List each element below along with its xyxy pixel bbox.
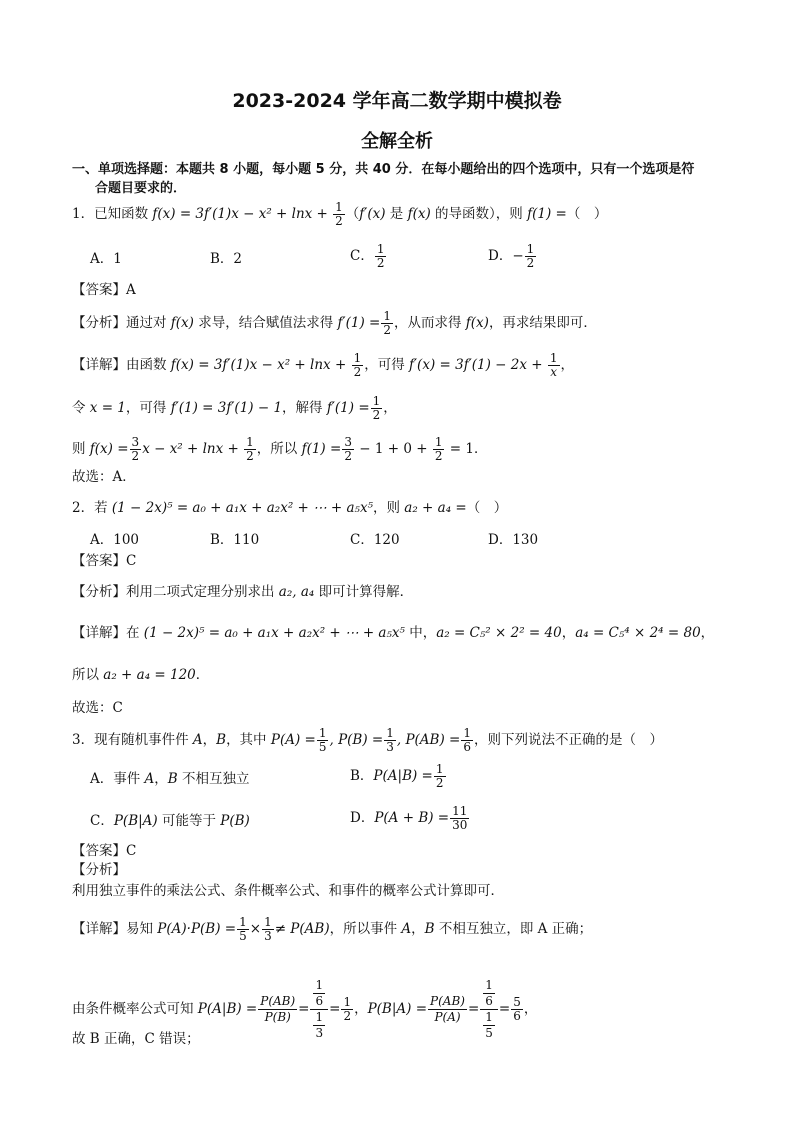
frac-den: 6 bbox=[315, 994, 324, 1008]
frac-num bbox=[310, 978, 328, 1010]
frac-num: 3 bbox=[131, 435, 140, 449]
math: P(B|A) = bbox=[367, 1001, 428, 1017]
frac-den: 2 bbox=[526, 256, 535, 270]
text: = bbox=[298, 1001, 310, 1017]
math: P(A|B) = bbox=[197, 1001, 258, 1017]
frac-num: P(AB) bbox=[260, 994, 296, 1008]
text: ，则下列说法不正确的是（ ） bbox=[473, 732, 663, 748]
q2-option-d: D．130 bbox=[488, 532, 539, 548]
frac-den: 6 bbox=[513, 1009, 521, 1023]
math: a₂ + a₄ = bbox=[404, 500, 467, 516]
text: 【详解】由函数 bbox=[72, 357, 171, 373]
frac-den bbox=[310, 1010, 328, 1041]
frac-num: 1 bbox=[353, 351, 362, 365]
text: 则 bbox=[72, 441, 90, 457]
math: ≠ P(AB) bbox=[274, 921, 330, 937]
math: a₂, a₄ bbox=[278, 584, 315, 600]
frac-num: 1 bbox=[315, 978, 324, 992]
q3-answer: 【答案】C bbox=[72, 843, 137, 859]
q1-choose: 故选：A． bbox=[72, 469, 136, 485]
q1-stem bbox=[72, 201, 607, 228]
text: （ ） bbox=[466, 500, 508, 516]
text: ，从而求得 bbox=[393, 315, 466, 331]
frac-den: x bbox=[550, 365, 558, 379]
option-label: C． bbox=[350, 248, 374, 264]
math: P(A + B) = bbox=[374, 810, 450, 826]
fraction-sixth bbox=[313, 978, 325, 1009]
q3-detail-line3: 故 B 正确，C 错误； bbox=[72, 1031, 200, 1047]
frac-den: 2 bbox=[376, 256, 385, 270]
frac-den: 2 bbox=[343, 1009, 352, 1023]
q1-function: f(x) = 3f′(1)x − x² + lnx + bbox=[152, 206, 333, 222]
text: ，则 bbox=[373, 500, 405, 516]
math: a₄ = C₅⁴ × 2⁴ = 80 bbox=[575, 625, 701, 641]
math: f′(1) = 3f′(1) − 1 bbox=[170, 400, 283, 416]
text: ． bbox=[195, 667, 210, 683]
frac-num bbox=[480, 978, 498, 1010]
fraction-sixth-over-fifth bbox=[480, 978, 498, 1041]
q1-option-b: B．2 bbox=[210, 251, 243, 267]
q2-detail-line2 bbox=[72, 666, 209, 684]
q1-target: f(1) = bbox=[527, 206, 567, 222]
fraction-half bbox=[352, 352, 364, 379]
frac-num: 1 bbox=[264, 915, 272, 929]
text: ，所以 bbox=[256, 441, 302, 457]
fraction-sixth bbox=[461, 727, 473, 754]
text: 不相互独立，即 A 正确； bbox=[434, 921, 593, 937]
fraction-pab-over-pa bbox=[428, 994, 467, 1025]
text: 2．若 bbox=[72, 500, 112, 516]
math: B bbox=[167, 771, 178, 787]
q1-blank: （ ） bbox=[566, 206, 608, 222]
text: 3．现有随机事件件 bbox=[72, 732, 193, 748]
text: ，所以事件 bbox=[329, 921, 402, 937]
math: f′(1) = bbox=[326, 400, 370, 416]
frac-den: 3 bbox=[315, 1026, 324, 1040]
frac-num: 1 bbox=[315, 1010, 324, 1024]
frac-den: P(B) bbox=[264, 1010, 291, 1024]
math: f(x) = bbox=[89, 441, 129, 457]
frac-den: 6 bbox=[485, 994, 493, 1008]
fraction-sixth-over-third bbox=[310, 978, 328, 1041]
math: f(x) bbox=[465, 315, 489, 331]
q3-option-a bbox=[90, 770, 250, 788]
frac-den: P(A) bbox=[434, 1010, 461, 1024]
q2-detail-line1 bbox=[72, 624, 714, 642]
text: 【分析】通过对 bbox=[72, 315, 171, 331]
fraction-half bbox=[341, 996, 353, 1023]
section-heading-line2: 合题目要求的． bbox=[95, 181, 187, 196]
fraction-half bbox=[371, 395, 383, 422]
math: P(A|B) = bbox=[373, 768, 433, 784]
fraction-third bbox=[313, 1010, 325, 1041]
text: ，再求结果即可． bbox=[488, 315, 597, 331]
fraction-fifth bbox=[317, 727, 329, 754]
math: P(B|A) bbox=[113, 813, 158, 829]
text: × bbox=[249, 921, 262, 937]
math: P(B) bbox=[220, 813, 250, 829]
frac-num: 1 bbox=[246, 435, 254, 449]
q1-detail-line3 bbox=[72, 436, 487, 463]
frac-num: 1 bbox=[383, 309, 391, 323]
math: A bbox=[144, 771, 155, 787]
page-subtitle: 全解全析 bbox=[361, 131, 433, 152]
fraction-three-halves bbox=[130, 436, 142, 463]
text: ，解得 bbox=[282, 400, 327, 416]
math: , P(AB) = bbox=[396, 732, 461, 748]
q3-stem bbox=[72, 727, 663, 754]
fraction-eleven-thirtieths bbox=[450, 805, 469, 832]
q3-option-c bbox=[90, 812, 250, 830]
text: ， bbox=[354, 1001, 368, 1017]
q3-analysis-text: 利用独立事件的乘法公式、条件概率公式、和事件的概率公式计算即可． bbox=[72, 883, 504, 899]
math: (1 − 2x)⁵ = a₀ + a₁x + a₂x² + ⋯ + a₅x⁵ bbox=[111, 500, 373, 516]
fraction-third bbox=[262, 916, 274, 943]
q2-stem bbox=[72, 499, 507, 517]
math: P(A)·P(B) = bbox=[157, 921, 237, 937]
q2-option-b: B．110 bbox=[210, 532, 260, 548]
frac-num: 1 bbox=[372, 394, 381, 408]
math: a₂ + a₄ = 120 bbox=[103, 667, 196, 683]
text: 可能等于 bbox=[157, 813, 221, 829]
text: C． bbox=[90, 813, 114, 829]
text: 【详解】在 bbox=[72, 625, 144, 641]
q1-detail-line2 bbox=[72, 395, 397, 422]
q3-option-d bbox=[350, 805, 470, 832]
q1-option-d bbox=[488, 243, 537, 270]
q1-analysis bbox=[72, 310, 597, 337]
frac-den: 2 bbox=[435, 776, 444, 790]
math: , P(B) = bbox=[329, 732, 384, 748]
math: B bbox=[424, 921, 435, 937]
text: 【分析】利用二项式定理分别求出 bbox=[72, 584, 279, 600]
math: x − x² + lnx + bbox=[142, 441, 244, 457]
frac-den: 2 bbox=[131, 449, 140, 463]
frac-num: 1 bbox=[526, 242, 535, 256]
q1-stem-text: （ bbox=[345, 206, 360, 222]
frac-den: 6 bbox=[463, 740, 471, 754]
frac-num: 1 bbox=[485, 978, 493, 992]
frac-den: 2 bbox=[246, 449, 254, 463]
math: A bbox=[192, 732, 203, 748]
text: ，可得 bbox=[125, 400, 171, 416]
frac-den: 30 bbox=[452, 818, 468, 832]
frac-den: 2 bbox=[372, 408, 381, 422]
fraction-fifth bbox=[483, 1010, 495, 1041]
fraction-half bbox=[381, 310, 393, 337]
text: ， bbox=[383, 400, 397, 416]
frac-den: 3 bbox=[264, 929, 272, 943]
text: ， bbox=[561, 625, 576, 641]
fraction-half bbox=[244, 436, 256, 463]
q1-stem-text: 1．已知函数 bbox=[72, 206, 153, 222]
frac-den: 2 bbox=[434, 449, 443, 463]
section-heading-line1: 一、单项选择题：本题共 8 小题，每小题 5 分，共 40 分．在每小题给出的四个选项中，只有一个选项是符 bbox=[72, 162, 695, 177]
frac-den: 2 bbox=[353, 365, 362, 379]
text: 【详解】易知 bbox=[72, 921, 158, 937]
q1-detail-line1 bbox=[72, 352, 574, 379]
text: ，可得 bbox=[364, 357, 409, 373]
text: − 1 + 0 + bbox=[354, 441, 432, 457]
math: B bbox=[216, 732, 227, 748]
text: ， bbox=[154, 771, 168, 787]
fraction-fifth bbox=[237, 916, 249, 943]
frac-den: 3 bbox=[386, 740, 394, 754]
text: 令 bbox=[72, 400, 90, 416]
text: ， bbox=[700, 625, 715, 641]
math: P(A) = bbox=[270, 732, 316, 748]
fraction-pab-over-pb bbox=[258, 994, 297, 1025]
frac-num: 1 bbox=[239, 915, 247, 929]
frac-num: 1 bbox=[485, 1010, 493, 1024]
q2-analysis bbox=[72, 583, 413, 601]
frac-num: 1 bbox=[318, 726, 327, 740]
text: 由条件概率公式可知 bbox=[72, 1001, 198, 1017]
text: = bbox=[329, 1001, 341, 1017]
q2-choose: 故选：C bbox=[72, 700, 123, 716]
q3-detail-line1 bbox=[72, 916, 592, 943]
fraction-third bbox=[384, 727, 396, 754]
text: ， bbox=[523, 1001, 538, 1017]
text: = bbox=[498, 1001, 511, 1017]
text: = bbox=[467, 1001, 480, 1017]
fraction-one-over-x bbox=[548, 352, 560, 379]
q1-function-ref: f(x) bbox=[407, 206, 431, 222]
q1-option-c bbox=[350, 243, 387, 270]
q3-analysis-label: 【分析】 bbox=[72, 862, 126, 878]
frac-den: 2 bbox=[383, 323, 391, 337]
math: x = 1 bbox=[89, 400, 126, 416]
frac-den: 2 bbox=[335, 214, 343, 228]
math: f′(1) = bbox=[337, 315, 381, 331]
frac-num: 1 bbox=[386, 726, 394, 740]
frac-den bbox=[480, 1010, 498, 1041]
fraction-half bbox=[434, 763, 446, 790]
frac-num: 1 bbox=[463, 726, 471, 740]
frac-den: 5 bbox=[239, 929, 247, 943]
q1-answer: 【答案】A bbox=[72, 282, 136, 298]
frac-num: 1 bbox=[549, 351, 558, 365]
text: A．事件 bbox=[90, 771, 145, 787]
text: 所以 bbox=[72, 667, 104, 683]
q1-option-a: A．1 bbox=[90, 251, 122, 267]
math: f′(x) = 3f′(1) − 2x + bbox=[409, 357, 547, 373]
math: (1 − 2x)⁵ = a₀ + a₁x + a₂x² + ⋯ + a₅x⁵ bbox=[143, 625, 405, 641]
frac-num: 3 bbox=[344, 435, 352, 449]
text: 即可计算得解． bbox=[314, 584, 414, 600]
text: D． bbox=[350, 810, 375, 826]
text: = 1． bbox=[445, 441, 488, 457]
frac-num: 1 bbox=[434, 435, 443, 449]
text: ， bbox=[202, 732, 217, 748]
page-title: 2023-2024 学年高二数学期中模拟卷 bbox=[232, 90, 562, 112]
frac-num: 5 bbox=[513, 995, 521, 1009]
fraction-three-halves bbox=[342, 436, 354, 463]
frac-den: 5 bbox=[485, 1026, 493, 1040]
option-label: D．− bbox=[488, 248, 524, 264]
text: 求导，结合赋值法求得 bbox=[193, 315, 338, 331]
text: ， bbox=[411, 921, 425, 937]
q1-derivative: f′(x) bbox=[359, 206, 386, 222]
frac-den: 5 bbox=[318, 740, 327, 754]
fraction-half bbox=[375, 243, 387, 270]
text: 不相互独立 bbox=[177, 771, 250, 787]
frac-num: 1 bbox=[376, 242, 385, 256]
math: A bbox=[401, 921, 412, 937]
math: f(x) = 3f′(1)x − x² + lnx + bbox=[170, 357, 351, 373]
q1-stem-text: 的导函数），则 bbox=[430, 206, 528, 222]
frac-num: P(AB) bbox=[430, 994, 465, 1008]
text: B． bbox=[350, 768, 374, 784]
fraction-half bbox=[433, 436, 445, 463]
q1-stem-text: 是 bbox=[385, 206, 408, 222]
frac-num: 11 bbox=[452, 804, 468, 818]
fraction-half bbox=[525, 243, 537, 270]
q2-answer: 【答案】C bbox=[72, 553, 137, 569]
q2-option-c: C．120 bbox=[350, 532, 400, 548]
frac-num: 1 bbox=[335, 200, 343, 214]
fraction-half bbox=[333, 201, 345, 228]
text: 中， bbox=[404, 625, 437, 641]
math: f(x) bbox=[170, 315, 194, 331]
math: a₂ = C₅² × 2² = 40 bbox=[436, 625, 562, 641]
text: ，其中 bbox=[226, 732, 271, 748]
frac-den: 2 bbox=[344, 449, 352, 463]
frac-num: 1 bbox=[343, 995, 352, 1009]
fraction-sixth bbox=[483, 978, 495, 1009]
frac-num: 1 bbox=[435, 762, 444, 776]
fraction-five-sixths bbox=[511, 996, 523, 1023]
q2-option-a: A．100 bbox=[90, 532, 140, 548]
math: f(1) = bbox=[301, 441, 342, 457]
q3-option-b bbox=[350, 763, 447, 790]
text: ， bbox=[560, 357, 575, 373]
